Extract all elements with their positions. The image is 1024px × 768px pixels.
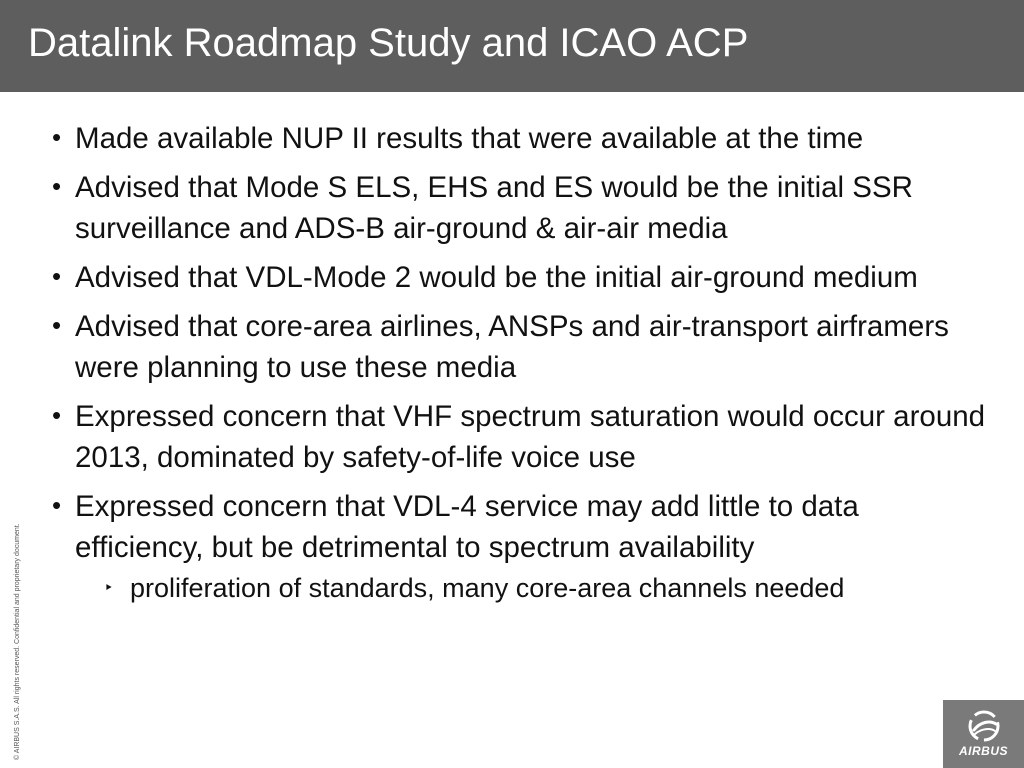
airbus-swirl-icon xyxy=(964,706,1004,746)
bullet-text: Made available NUP II results that were available at the time xyxy=(75,122,864,155)
bullet-dot-icon: • xyxy=(52,310,62,340)
bullet-item xyxy=(52,396,992,478)
bullet-text: Expressed concern that VHF spectrum saturation would occur around 2013, dominated by safety-of-life voice use xyxy=(75,400,986,474)
bullet-dot-icon: • xyxy=(52,261,62,291)
bullet-item xyxy=(52,306,992,388)
bullet-text: Advised that VDL-Mode 2 would be the initial air-ground medium xyxy=(75,261,918,294)
airbus-logo xyxy=(943,700,1024,768)
bullet-list xyxy=(52,118,992,606)
bullet-item xyxy=(52,486,992,568)
bullet-dot-icon: • xyxy=(52,171,62,201)
sub-bullet-text: proliferation of standards, many core-area channels needed xyxy=(130,573,845,603)
copyright-notice: © AIRBUS S.A.S. All rights reserved. Confidential and proprietary document. xyxy=(14,523,21,760)
bullet-dot-icon: • xyxy=(52,400,62,430)
bullet-item xyxy=(52,167,992,249)
logo-wordmark: AIRBUS xyxy=(958,744,1008,758)
sub-bullet-item xyxy=(104,570,992,606)
bullet-text: Advised that core-area airlines, ANSPs and air-transport airframers were planning to use these media xyxy=(75,310,949,384)
bullet-dot-icon: • xyxy=(52,490,62,520)
arrow-right-icon: ‣ xyxy=(104,580,114,597)
slide-title: Datalink Roadmap Study and ICAO ACP xyxy=(28,21,749,65)
title-bar xyxy=(0,0,1024,92)
bullet-dot-icon: • xyxy=(52,122,62,152)
bullet-item xyxy=(52,257,992,298)
bullet-item xyxy=(52,118,992,159)
bullet-text: Expressed concern that VDL-4 service may add little to data efficiency, but be detrimental to spectrum availability xyxy=(75,490,859,564)
bullet-text: Advised that Mode S ELS, EHS and ES would be the initial SSR surveillance and ADS-B air-ground & air-air media xyxy=(75,171,913,245)
